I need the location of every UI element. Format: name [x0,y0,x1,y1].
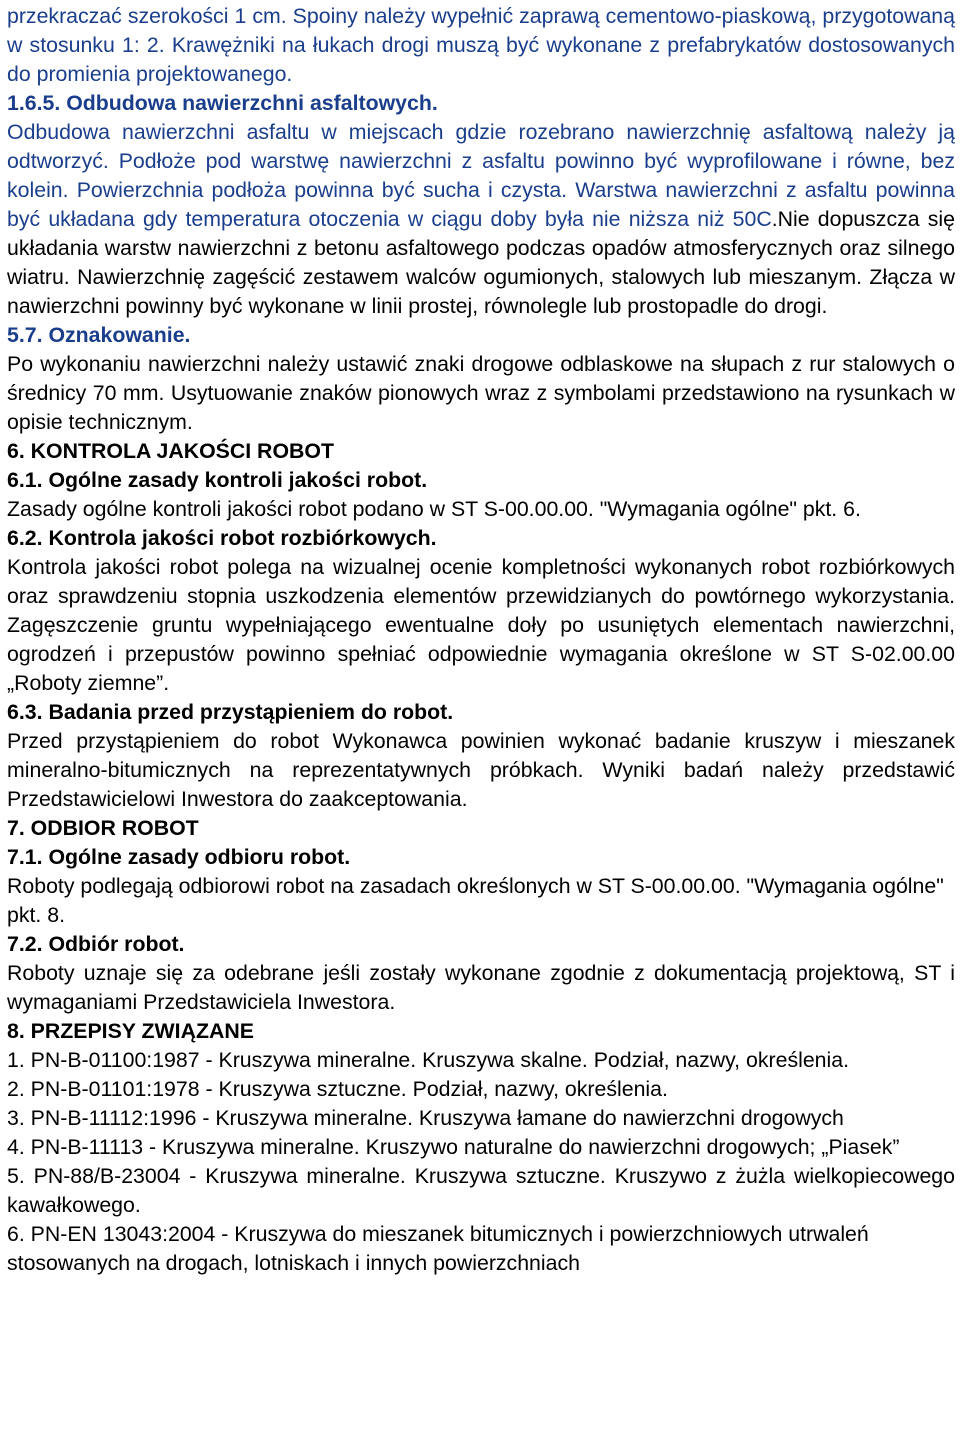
regulation-item: 4. PN-B-11113 - Kruszywa mineralne. Kruszywo naturalne do nawierzchni drogowych; „Piasek” [7,1135,900,1159]
heading-6-2: 6.2. Kontrola jakości robot rozbiórkowych. [7,526,437,550]
paragraph-6-3: Przed przystąpieniem do robot Wykonawca powinien wykonać badanie kruszyw i mieszanek mineralno-bitumicznych na reprezentatywnych próbkach. Wyniki badań należy przedstawić Przedstawicielowi Inwestora do zaakceptowania. [7,729,955,811]
regulation-item: 1. PN-B-01100:1987 - Kruszywa mineralne. Kruszywa skalne. Podział, nazwy, określenia. [7,1048,850,1072]
paragraph-6-1: Zasady ogólne kontroli jakości robot podano w ST S-00.00.00. "Wymagania ogólne" pkt. 6. [7,497,861,521]
heading-5-7: 5.7. Oznakowanie. [7,323,191,347]
paragraph-1-6-5-part-a: Odbudowa nawierzchni asfaltu w miejscach gdzie rozebrano nawierzchnię asfaltową należy ją odtworzyć. Podłoże pod warstwę nawierzchni z asfaltu powinno być wyprofilowane i równe, bez kolein. Powierzchnia podłoża powinna być sucha i czysta. Warstwa nawierzchni z asfaltu powinna być układana gdy temperatura otoczenia w ciągu doby była nie niższa niż 50C [7,120,955,231]
heading-6: 6. KONTROLA JAKOŚCI ROBOT [7,439,334,463]
regulation-item: 2. PN-B-01101:1978 - Kruszywa sztuczne. Podział, nazwy, określenia. [7,1077,668,1101]
paragraph-7-2: Roboty uznaje się za odebrane jeśli zostały wykonane zgodnie z dokumentacją projektową, ST i wymaganiami Przedstawiciela Inwestora. [7,961,955,1014]
regulation-item: 6. PN-EN 13043:2004 - Kruszywa do mieszanek bitumicznych i powierzchniowych utrwaleń stosowanych na drogach, lotniskach i innych powierzchniach [7,1222,869,1275]
paragraph-5-7: Po wykonaniu nawierzchni należy ustawić znaki drogowe odblaskowe na słupach z rur stalowych o średnicy 70 mm. Usytuowanie znaków pionowych wraz z symbolami przedstawiono na rysunkach w opisie technicznym. [7,352,955,434]
heading-7-1: 7.1. Ogólne zasady odbioru robot. [7,845,351,869]
regulation-item: 5. PN-88/B-23004 - Kruszywa mineralne. Kruszywa sztuczne. Kruszywo z żużla wielkopiecowego kawałkowego. [7,1164,955,1217]
heading-6-3: 6.3. Badania przed przystąpieniem do robot. [7,700,454,724]
paragraph-1-6-5 [7,118,955,321]
paragraph-curbs: przekraczać szerokości 1 cm. Spoiny należy wypełnić zaprawą cementowo-piaskową, przygotowaną w stosunku 1: 2. Krawężniki na łukach drogi muszą być wykonane z prefabrykatów dostosowanych do promienia projektowanego. [7,4,955,86]
paragraph-1-6-5-part-b: .Nie dopuszcza się układania warstw nawierzchni z betonu asfaltowego podczas opadów atmosferycznych oraz silnego wiatru. Nawierzchnię zagęścić zestawem walców ogumionych, stalowych lub mieszanym. Złącza w nawierzchni powinny być wykonane w linii prostej, równolegle lub prostopadle do drogi. [7,207,955,318]
heading-7: 7. ODBIOR ROBOT [7,816,199,840]
paragraph-7-1: Roboty podlegają odbiorowi robot na zasadach określonych w ST S-00.00.00. "Wymagania ogólne" pkt. 8. [7,874,944,927]
document-page [7,2,955,1278]
heading-1-6-5: 1.6.5. Odbudowa nawierzchni asfaltowych. [7,91,438,115]
heading-6-1: 6.1. Ogólne zasady kontroli jakości robot. [7,468,428,492]
regulation-item: 3. PN-B-11112:1996 - Kruszywa mineralne. Kruszywa łamane do nawierzchni drogowych [7,1106,844,1130]
paragraph-6-2: Kontrola jakości robot polega na wizualnej ocenie kompletności wykonanych robot rozbiórkowych oraz sprawdzeniu stopnia uszkodzenia elementów przewidzianych do powtórnego wykorzystania. Zagęszczenie gruntu wypełniającego ewentualne doły po usuniętych elementach nawierzchni, ogrodzeń i przepustów powinno spełniać odpowiednie wymagania określone w ST S-02.00.00 „Roboty ziemne”. [7,555,955,695]
heading-7-2: 7.2. Odbiór robot. [7,932,185,956]
heading-8: 8. PRZEPISY ZWIĄZANE [7,1019,254,1043]
